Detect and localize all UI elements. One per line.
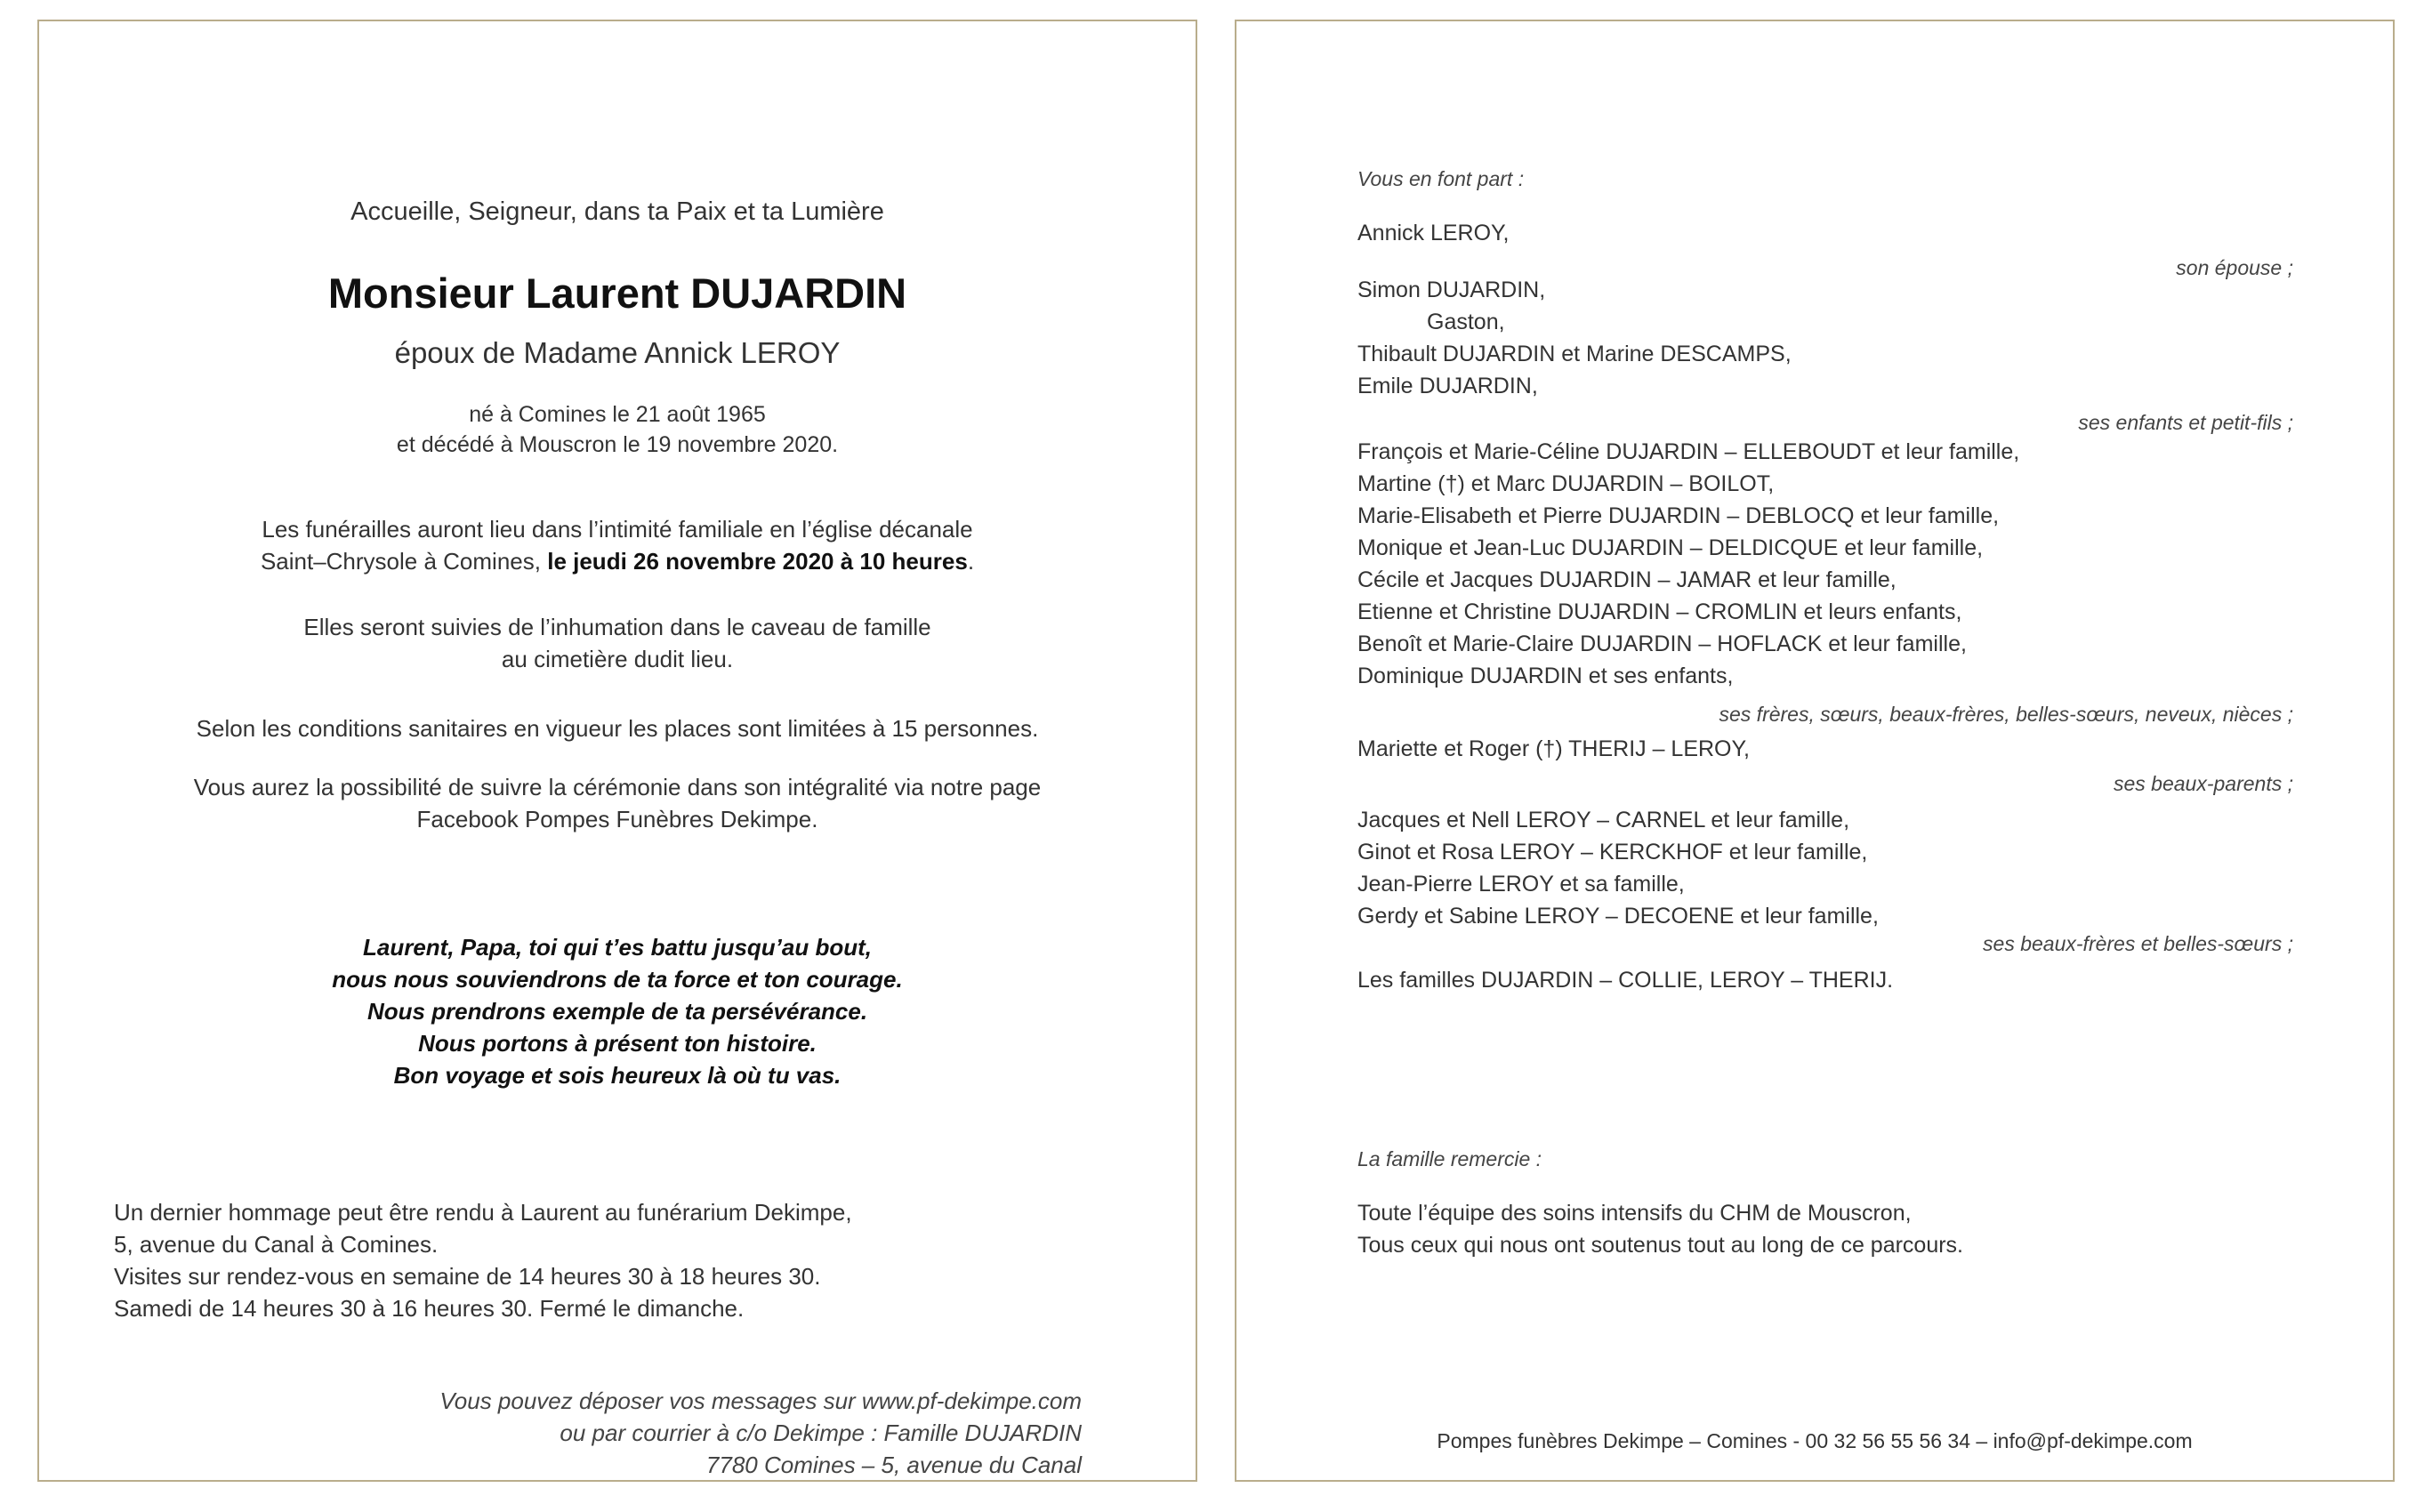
poem-line: nous nous souviendrons de ta force et ton courage. [332, 966, 903, 993]
funeral-date: le jeudi 26 novembre 2020 à 10 heures [547, 548, 968, 575]
siblings-role: ses frères, sœurs, beaux-frères, belles-sœurs, neveux, nièces ; [1719, 703, 2293, 726]
sibling-line: Monique et Jean-Luc DUJARDIN – DELDICQUE et leur famille, [1357, 535, 1984, 560]
homage-line: Visites sur rendez-vous en semaine de 14 heures 30 à 18 heures 30. [114, 1263, 821, 1290]
thanks-line: Toute l’équipe des soins intensifs du CHM de Mouscron, [1357, 1201, 1912, 1226]
in-law-line: Gerdy et Sabine LEROY – DECOENE et leur famille, [1357, 904, 1879, 929]
parents-in-law-role: ses beaux-parents ; [2113, 772, 2293, 795]
messages-line: ou par courrier à c/o Dekimpe : Famille DUJARDIN [560, 1420, 1082, 1446]
child-line: Emile DUJARDIN, [1357, 374, 1538, 398]
birth-line: né à Comines le 21 août 1965 [469, 402, 766, 427]
thanks-line: Tous ceux qui nous ont soutenus tout au long de ce parcours. [1357, 1233, 1964, 1258]
sibling-line: Etienne et Christine DUJARDIN – CROMLIN et leurs enfants, [1357, 599, 1962, 624]
sibling-line: Benoît et Marie-Claire DUJARDIN – HOFLACK et leur famille, [1357, 631, 1967, 656]
poem-line: Nous portons à présent ton histoire. [418, 1030, 817, 1057]
poem-line: Bon voyage et sois heureux là où tu vas. [393, 1062, 842, 1089]
thanks-label: La famille remercie : [1357, 1147, 1542, 1170]
spouse-line: époux de Madame Annick LEROY [394, 336, 841, 369]
funeral-home-footer: Pompes funèbres Dekimpe – Comines - 00 32 56 55 56 34 – info@pf-dekimpe.com [1437, 1429, 2193, 1452]
messages-line: 7780 Comines – 5, avenue du Canal [705, 1452, 1082, 1478]
messages-line: Vous pouvez déposer vos messages sur www.pf-dekimpe.com [439, 1387, 1082, 1414]
sibling-line: Marie-Elisabeth et Pierre DUJARDIN – DEBLOCQ et leur famille, [1357, 503, 2000, 528]
spouse-role: son épouse ; [2176, 256, 2293, 279]
in-law-line: Ginot et Rosa LEROY – KERCKHOF et leur famille, [1357, 840, 1868, 865]
homage-line: Samedi de 14 heures 30 à 16 heures 30. Fermé le dimanche. [114, 1295, 745, 1322]
child-line: Gaston, [1427, 310, 1505, 334]
families-line: Les familles DUJARDIN – COLLIE, LEROY – THERIJ. [1357, 968, 1894, 993]
right-page [1235, 20, 2395, 1482]
parents-in-law-line: Mariette et Roger (†) THERIJ – LEROY, [1357, 736, 1750, 761]
funeral-place: Saint–Chrysole à Comines, [260, 548, 541, 575]
announcement-intro: Vous en font part : [1357, 167, 1525, 190]
in-laws-role: ses beaux-frères et belles-sœurs ; [1983, 932, 2293, 955]
homage-line: 5, avenue du Canal à Comines. [114, 1231, 439, 1258]
funeral-period: . [967, 548, 975, 575]
in-law-line: Jean-Pierre LEROY et sa famille, [1357, 872, 1685, 897]
burial-line-2: au cimetière dudit lieu. [501, 646, 734, 672]
stream-line-2: Facebook Pompes Funèbres Dekimpe. [416, 806, 818, 832]
stream-line-1: Vous aurez la possibilité de suivre la cérémonie dans son intégralité via notre page [193, 774, 1042, 800]
child-line: Thibault DUJARDIN et Marine DESCAMPS, [1357, 342, 1792, 366]
poem-line: Laurent, Papa, toi qui t’es battu jusqu’au bout, [362, 934, 872, 961]
poem-line: Nous prendrons exemple de ta persévérance. [366, 998, 868, 1025]
sibling-line: François et Marie-Céline DUJARDIN – ELLEBOUDT et leur famille, [1357, 439, 2020, 464]
homage-line: Un dernier hommage peut être rendu à Laurent au funérarium Dekimpe, [114, 1199, 852, 1226]
deceased-name: Monsieur Laurent DUJARDIN [327, 269, 907, 317]
sibling-line: Cécile et Jacques DUJARDIN – JAMAR et leur famille, [1357, 567, 1897, 592]
death-line: et décédé à Mouscron le 19 novembre 2020. [396, 432, 839, 457]
left-page [37, 20, 1197, 1482]
opening-prayer: Accueille, Seigneur, dans ta Paix et ta Lumière [350, 197, 884, 226]
funeral-line-2 [39, 550, 1196, 573]
child-line: Simon DUJARDIN, [1357, 277, 1546, 302]
in-law-line: Jacques et Nell LEROY – CARNEL et leur famille, [1357, 808, 1850, 832]
sibling-line: Martine (†) et Marc DUJARDIN – BOILOT, [1357, 471, 1775, 496]
sanitary-notice: Selon les conditions sanitaires en vigueur les places sont limitées à 15 personnes. [196, 715, 1039, 742]
children-role: ses enfants et petit-fils ; [2078, 411, 2293, 434]
sibling-line: Dominique DUJARDIN et ses enfants, [1357, 664, 1734, 688]
funeral-line-1: Les funérailles auront lieu dans l’intimité familiale en l’église décanale [262, 516, 973, 543]
burial-line-1: Elles seront suivies de l’inhumation dans le caveau de famille [303, 614, 931, 640]
spouse-name: Annick LEROY, [1357, 221, 1510, 245]
